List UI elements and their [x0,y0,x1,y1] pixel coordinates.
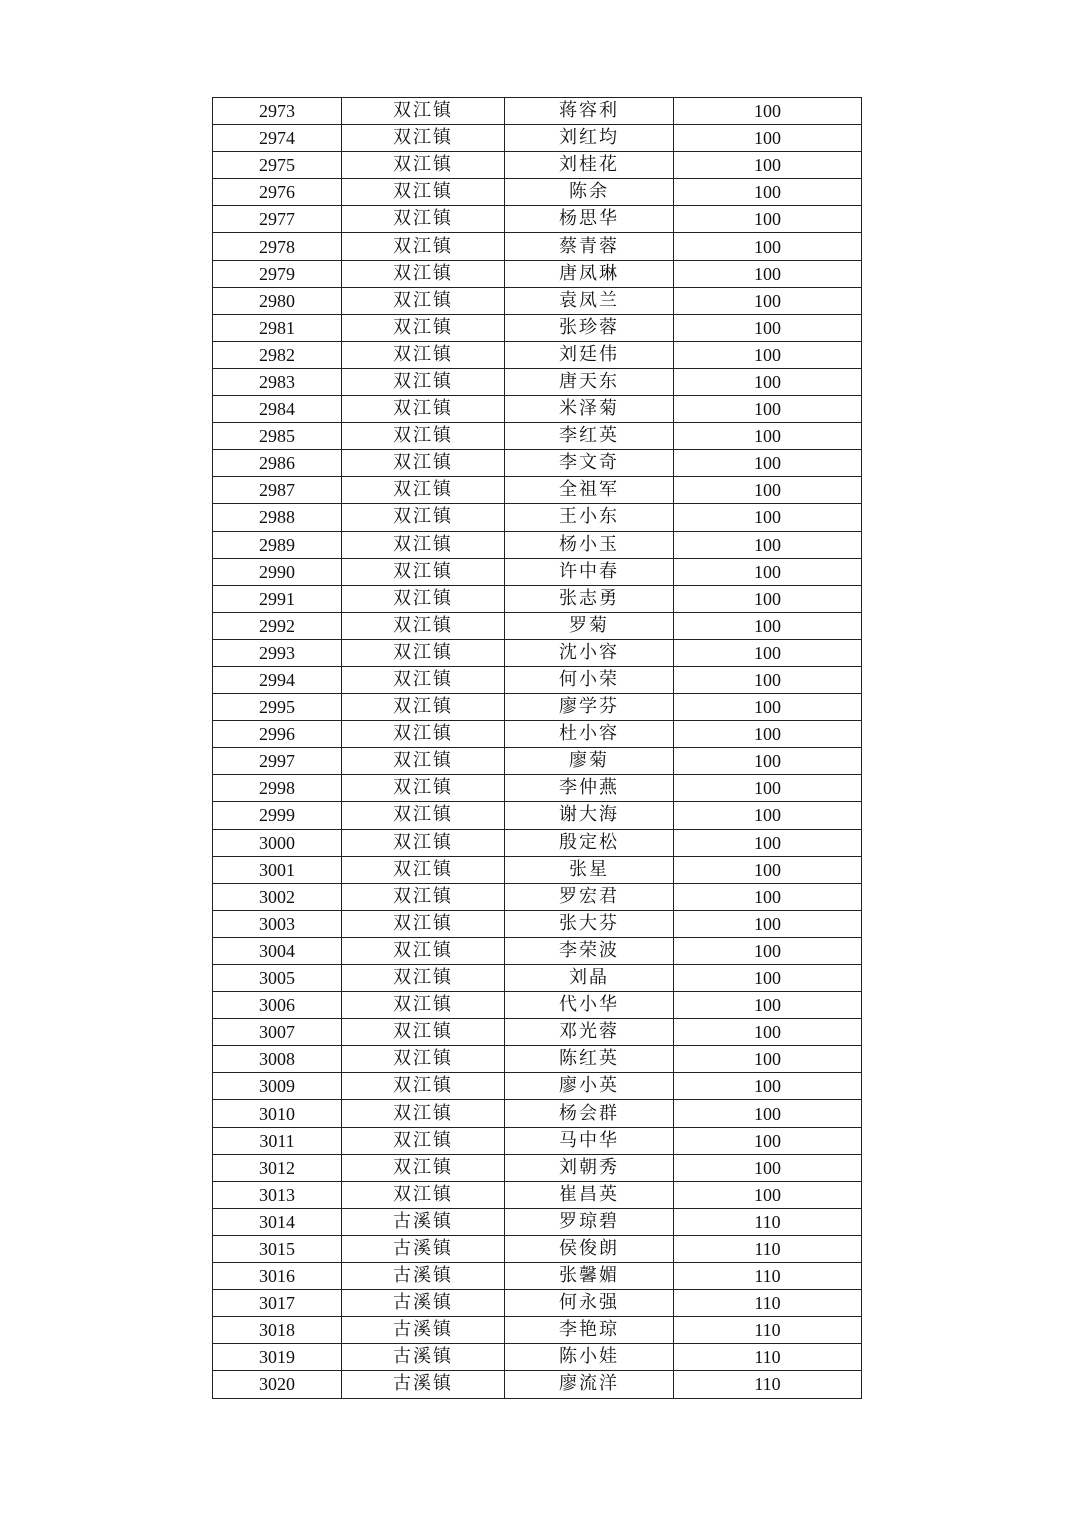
name-cell: 蔡青蓉 [505,233,674,260]
amount-cell: 110 [674,1208,862,1235]
town-cell: 双江镇 [342,152,505,179]
table-row [213,531,862,558]
amount-cell: 100 [674,883,862,910]
town-cell: 双江镇 [342,233,505,260]
serial-number-cell: 2984 [213,396,342,423]
town-cell: 古溪镇 [342,1317,505,1344]
town-cell: 双江镇 [342,531,505,558]
town-cell: 双江镇 [342,965,505,992]
amount-cell: 100 [674,504,862,531]
serial-number-cell: 3000 [213,829,342,856]
town-cell: 双江镇 [342,937,505,964]
town-cell: 双江镇 [342,1181,505,1208]
roster-table-body [213,98,862,1399]
table-row [213,694,862,721]
serial-number-cell: 2979 [213,260,342,287]
table-row [213,423,862,450]
serial-number-cell: 2990 [213,558,342,585]
table-row [213,1073,862,1100]
town-cell: 古溪镇 [342,1371,505,1398]
name-cell: 廖学芬 [505,694,674,721]
table-row [213,1181,862,1208]
amount-cell: 100 [674,1073,862,1100]
table-row [213,179,862,206]
town-cell: 双江镇 [342,287,505,314]
name-cell: 殷定松 [505,829,674,856]
name-cell: 刘红均 [505,125,674,152]
name-cell: 米泽菊 [505,396,674,423]
town-cell: 双江镇 [342,694,505,721]
table-row [213,748,862,775]
amount-cell: 100 [674,477,862,504]
name-cell: 杜小容 [505,721,674,748]
table-row [213,1344,862,1371]
serial-number-cell: 2996 [213,721,342,748]
serial-number-cell: 2993 [213,639,342,666]
town-cell: 双江镇 [342,639,505,666]
table-row [213,910,862,937]
name-cell: 李荣波 [505,937,674,964]
serial-number-cell: 3009 [213,1073,342,1100]
table-row [213,1100,862,1127]
town-cell: 双江镇 [342,179,505,206]
serial-number-cell: 3005 [213,965,342,992]
name-cell: 代小华 [505,992,674,1019]
amount-cell: 100 [674,639,862,666]
serial-number-cell: 2976 [213,179,342,206]
serial-number-cell: 2995 [213,694,342,721]
serial-number-cell: 3013 [213,1181,342,1208]
table-row [213,883,862,910]
serial-number-cell: 2985 [213,423,342,450]
name-cell: 全祖军 [505,477,674,504]
serial-number-cell: 3012 [213,1154,342,1181]
table-row [213,585,862,612]
town-cell: 双江镇 [342,1100,505,1127]
serial-number-cell: 2977 [213,206,342,233]
serial-number-cell: 3019 [213,1344,342,1371]
table-row [213,639,862,666]
amount-cell: 110 [674,1344,862,1371]
town-cell: 双江镇 [342,1127,505,1154]
name-cell: 邓光蓉 [505,1019,674,1046]
name-cell: 唐凤琳 [505,260,674,287]
serial-number-cell: 2994 [213,666,342,693]
serial-number-cell: 2997 [213,748,342,775]
serial-number-cell: 2978 [213,233,342,260]
serial-number-cell: 2982 [213,341,342,368]
table-row [213,1208,862,1235]
serial-number-cell: 3011 [213,1127,342,1154]
amount-cell: 100 [674,260,862,287]
town-cell: 双江镇 [342,206,505,233]
amount-cell: 110 [674,1263,862,1290]
table-row [213,287,862,314]
table-row [213,233,862,260]
amount-cell: 100 [674,1019,862,1046]
amount-cell: 100 [674,666,862,693]
amount-cell: 100 [674,992,862,1019]
serial-number-cell: 3006 [213,992,342,1019]
amount-cell: 100 [674,1046,862,1073]
table-row [213,775,862,802]
serial-number-cell: 2991 [213,585,342,612]
serial-number-cell: 3007 [213,1019,342,1046]
name-cell: 杨会群 [505,1100,674,1127]
name-cell: 杨小玉 [505,531,674,558]
amount-cell: 100 [674,1127,862,1154]
table-row [213,1235,862,1262]
amount-cell: 100 [674,802,862,829]
name-cell: 廖流洋 [505,1371,674,1398]
name-cell: 蒋容利 [505,98,674,125]
town-cell: 双江镇 [342,802,505,829]
serial-number-cell: 2999 [213,802,342,829]
amount-cell: 100 [674,937,862,964]
name-cell: 李艳琼 [505,1317,674,1344]
name-cell: 谢大海 [505,802,674,829]
table-row [213,396,862,423]
roster-table [212,97,862,1399]
name-cell: 罗菊 [505,612,674,639]
table-row [213,558,862,585]
amount-cell: 100 [674,206,862,233]
amount-cell: 100 [674,341,862,368]
town-cell: 古溪镇 [342,1263,505,1290]
amount-cell: 100 [674,965,862,992]
name-cell: 崔昌英 [505,1181,674,1208]
name-cell: 陈余 [505,179,674,206]
name-cell: 许中春 [505,558,674,585]
amount-cell: 110 [674,1235,862,1262]
table-row [213,368,862,395]
amount-cell: 100 [674,585,862,612]
town-cell: 双江镇 [342,585,505,612]
serial-number-cell: 2988 [213,504,342,531]
town-cell: 双江镇 [342,423,505,450]
serial-number-cell: 3001 [213,856,342,883]
town-cell: 双江镇 [342,504,505,531]
serial-number-cell: 3017 [213,1290,342,1317]
table-row [213,1046,862,1073]
serial-number-cell: 3016 [213,1263,342,1290]
serial-number-cell: 2989 [213,531,342,558]
name-cell: 李红英 [505,423,674,450]
town-cell: 双江镇 [342,1073,505,1100]
amount-cell: 100 [674,396,862,423]
table-row [213,260,862,287]
name-cell: 刘桂花 [505,152,674,179]
town-cell: 双江镇 [342,775,505,802]
table-row [213,1154,862,1181]
amount-cell: 110 [674,1290,862,1317]
town-cell: 古溪镇 [342,1290,505,1317]
town-cell: 双江镇 [342,666,505,693]
amount-cell: 100 [674,748,862,775]
town-cell: 双江镇 [342,125,505,152]
serial-number-cell: 3008 [213,1046,342,1073]
town-cell: 双江镇 [342,910,505,937]
serial-number-cell: 3003 [213,910,342,937]
name-cell: 李文奇 [505,450,674,477]
name-cell: 袁凤兰 [505,287,674,314]
serial-number-cell: 3018 [213,1317,342,1344]
serial-number-cell: 3002 [213,883,342,910]
name-cell: 马中华 [505,1127,674,1154]
name-cell: 罗琼碧 [505,1208,674,1235]
town-cell: 古溪镇 [342,1235,505,1262]
name-cell: 罗宏君 [505,883,674,910]
table-row [213,612,862,639]
name-cell: 廖小英 [505,1073,674,1100]
amount-cell: 100 [674,368,862,395]
serial-number-cell: 2973 [213,98,342,125]
serial-number-cell: 2987 [213,477,342,504]
table-row [213,937,862,964]
amount-cell: 100 [674,856,862,883]
amount-cell: 100 [674,1154,862,1181]
table-row [213,721,862,748]
amount-cell: 110 [674,1371,862,1398]
town-cell: 双江镇 [342,1019,505,1046]
serial-number-cell: 2986 [213,450,342,477]
serial-number-cell: 3014 [213,1208,342,1235]
town-cell: 双江镇 [342,558,505,585]
name-cell: 陈红英 [505,1046,674,1073]
amount-cell: 100 [674,125,862,152]
name-cell: 刘廷伟 [505,341,674,368]
name-cell: 张珍蓉 [505,314,674,341]
amount-cell: 100 [674,829,862,856]
town-cell: 双江镇 [342,477,505,504]
table-row [213,450,862,477]
table-row [213,314,862,341]
town-cell: 古溪镇 [342,1208,505,1235]
town-cell: 双江镇 [342,748,505,775]
amount-cell: 100 [674,98,862,125]
name-cell: 杨思华 [505,206,674,233]
table-row [213,666,862,693]
serial-number-cell: 2975 [213,152,342,179]
serial-number-cell: 2998 [213,775,342,802]
amount-cell: 100 [674,910,862,937]
table-row [213,1371,862,1398]
table-row [213,1317,862,1344]
serial-number-cell: 3004 [213,937,342,964]
name-cell: 刘晶 [505,965,674,992]
serial-number-cell: 3010 [213,1100,342,1127]
name-cell: 沈小容 [505,639,674,666]
table-row [213,1263,862,1290]
amount-cell: 100 [674,531,862,558]
name-cell: 张志勇 [505,585,674,612]
name-cell: 廖菊 [505,748,674,775]
table-row [213,477,862,504]
town-cell: 双江镇 [342,721,505,748]
name-cell: 陈小娃 [505,1344,674,1371]
amount-cell: 110 [674,1317,862,1344]
serial-number-cell: 2981 [213,314,342,341]
town-cell: 双江镇 [342,396,505,423]
name-cell: 张大芬 [505,910,674,937]
town-cell: 古溪镇 [342,1344,505,1371]
name-cell: 何小荣 [505,666,674,693]
amount-cell: 100 [674,314,862,341]
serial-number-cell: 3015 [213,1235,342,1262]
serial-number-cell: 2992 [213,612,342,639]
serial-number-cell: 3020 [213,1371,342,1398]
table-row [213,829,862,856]
table-row [213,802,862,829]
table-row [213,504,862,531]
amount-cell: 100 [674,558,862,585]
table-row [213,1127,862,1154]
table-row [213,98,862,125]
serial-number-cell: 2974 [213,125,342,152]
town-cell: 双江镇 [342,992,505,1019]
table-row [213,856,862,883]
town-cell: 双江镇 [342,341,505,368]
town-cell: 双江镇 [342,314,505,341]
name-cell: 李仲燕 [505,775,674,802]
serial-number-cell: 2983 [213,368,342,395]
name-cell: 唐天东 [505,368,674,395]
serial-number-cell: 2980 [213,287,342,314]
table-row [213,125,862,152]
town-cell: 双江镇 [342,829,505,856]
table-row [213,965,862,992]
town-cell: 双江镇 [342,856,505,883]
amount-cell: 100 [674,179,862,206]
name-cell: 刘朝秀 [505,1154,674,1181]
name-cell: 侯俊朗 [505,1235,674,1262]
amount-cell: 100 [674,775,862,802]
table-row [213,341,862,368]
name-cell: 张星 [505,856,674,883]
amount-cell: 100 [674,721,862,748]
name-cell: 张馨媚 [505,1263,674,1290]
amount-cell: 100 [674,423,862,450]
town-cell: 双江镇 [342,883,505,910]
town-cell: 双江镇 [342,1046,505,1073]
table-row [213,992,862,1019]
town-cell: 双江镇 [342,1154,505,1181]
town-cell: 双江镇 [342,260,505,287]
table-row [213,1290,862,1317]
table-row [213,1019,862,1046]
amount-cell: 100 [674,233,862,260]
table-row [213,206,862,233]
town-cell: 双江镇 [342,450,505,477]
town-cell: 双江镇 [342,368,505,395]
amount-cell: 100 [674,450,862,477]
amount-cell: 100 [674,287,862,314]
amount-cell: 100 [674,1181,862,1208]
amount-cell: 100 [674,612,862,639]
town-cell: 双江镇 [342,612,505,639]
amount-cell: 100 [674,694,862,721]
town-cell: 双江镇 [342,98,505,125]
amount-cell: 100 [674,1100,862,1127]
table-row [213,152,862,179]
amount-cell: 100 [674,152,862,179]
name-cell: 王小东 [505,504,674,531]
name-cell: 何永强 [505,1290,674,1317]
